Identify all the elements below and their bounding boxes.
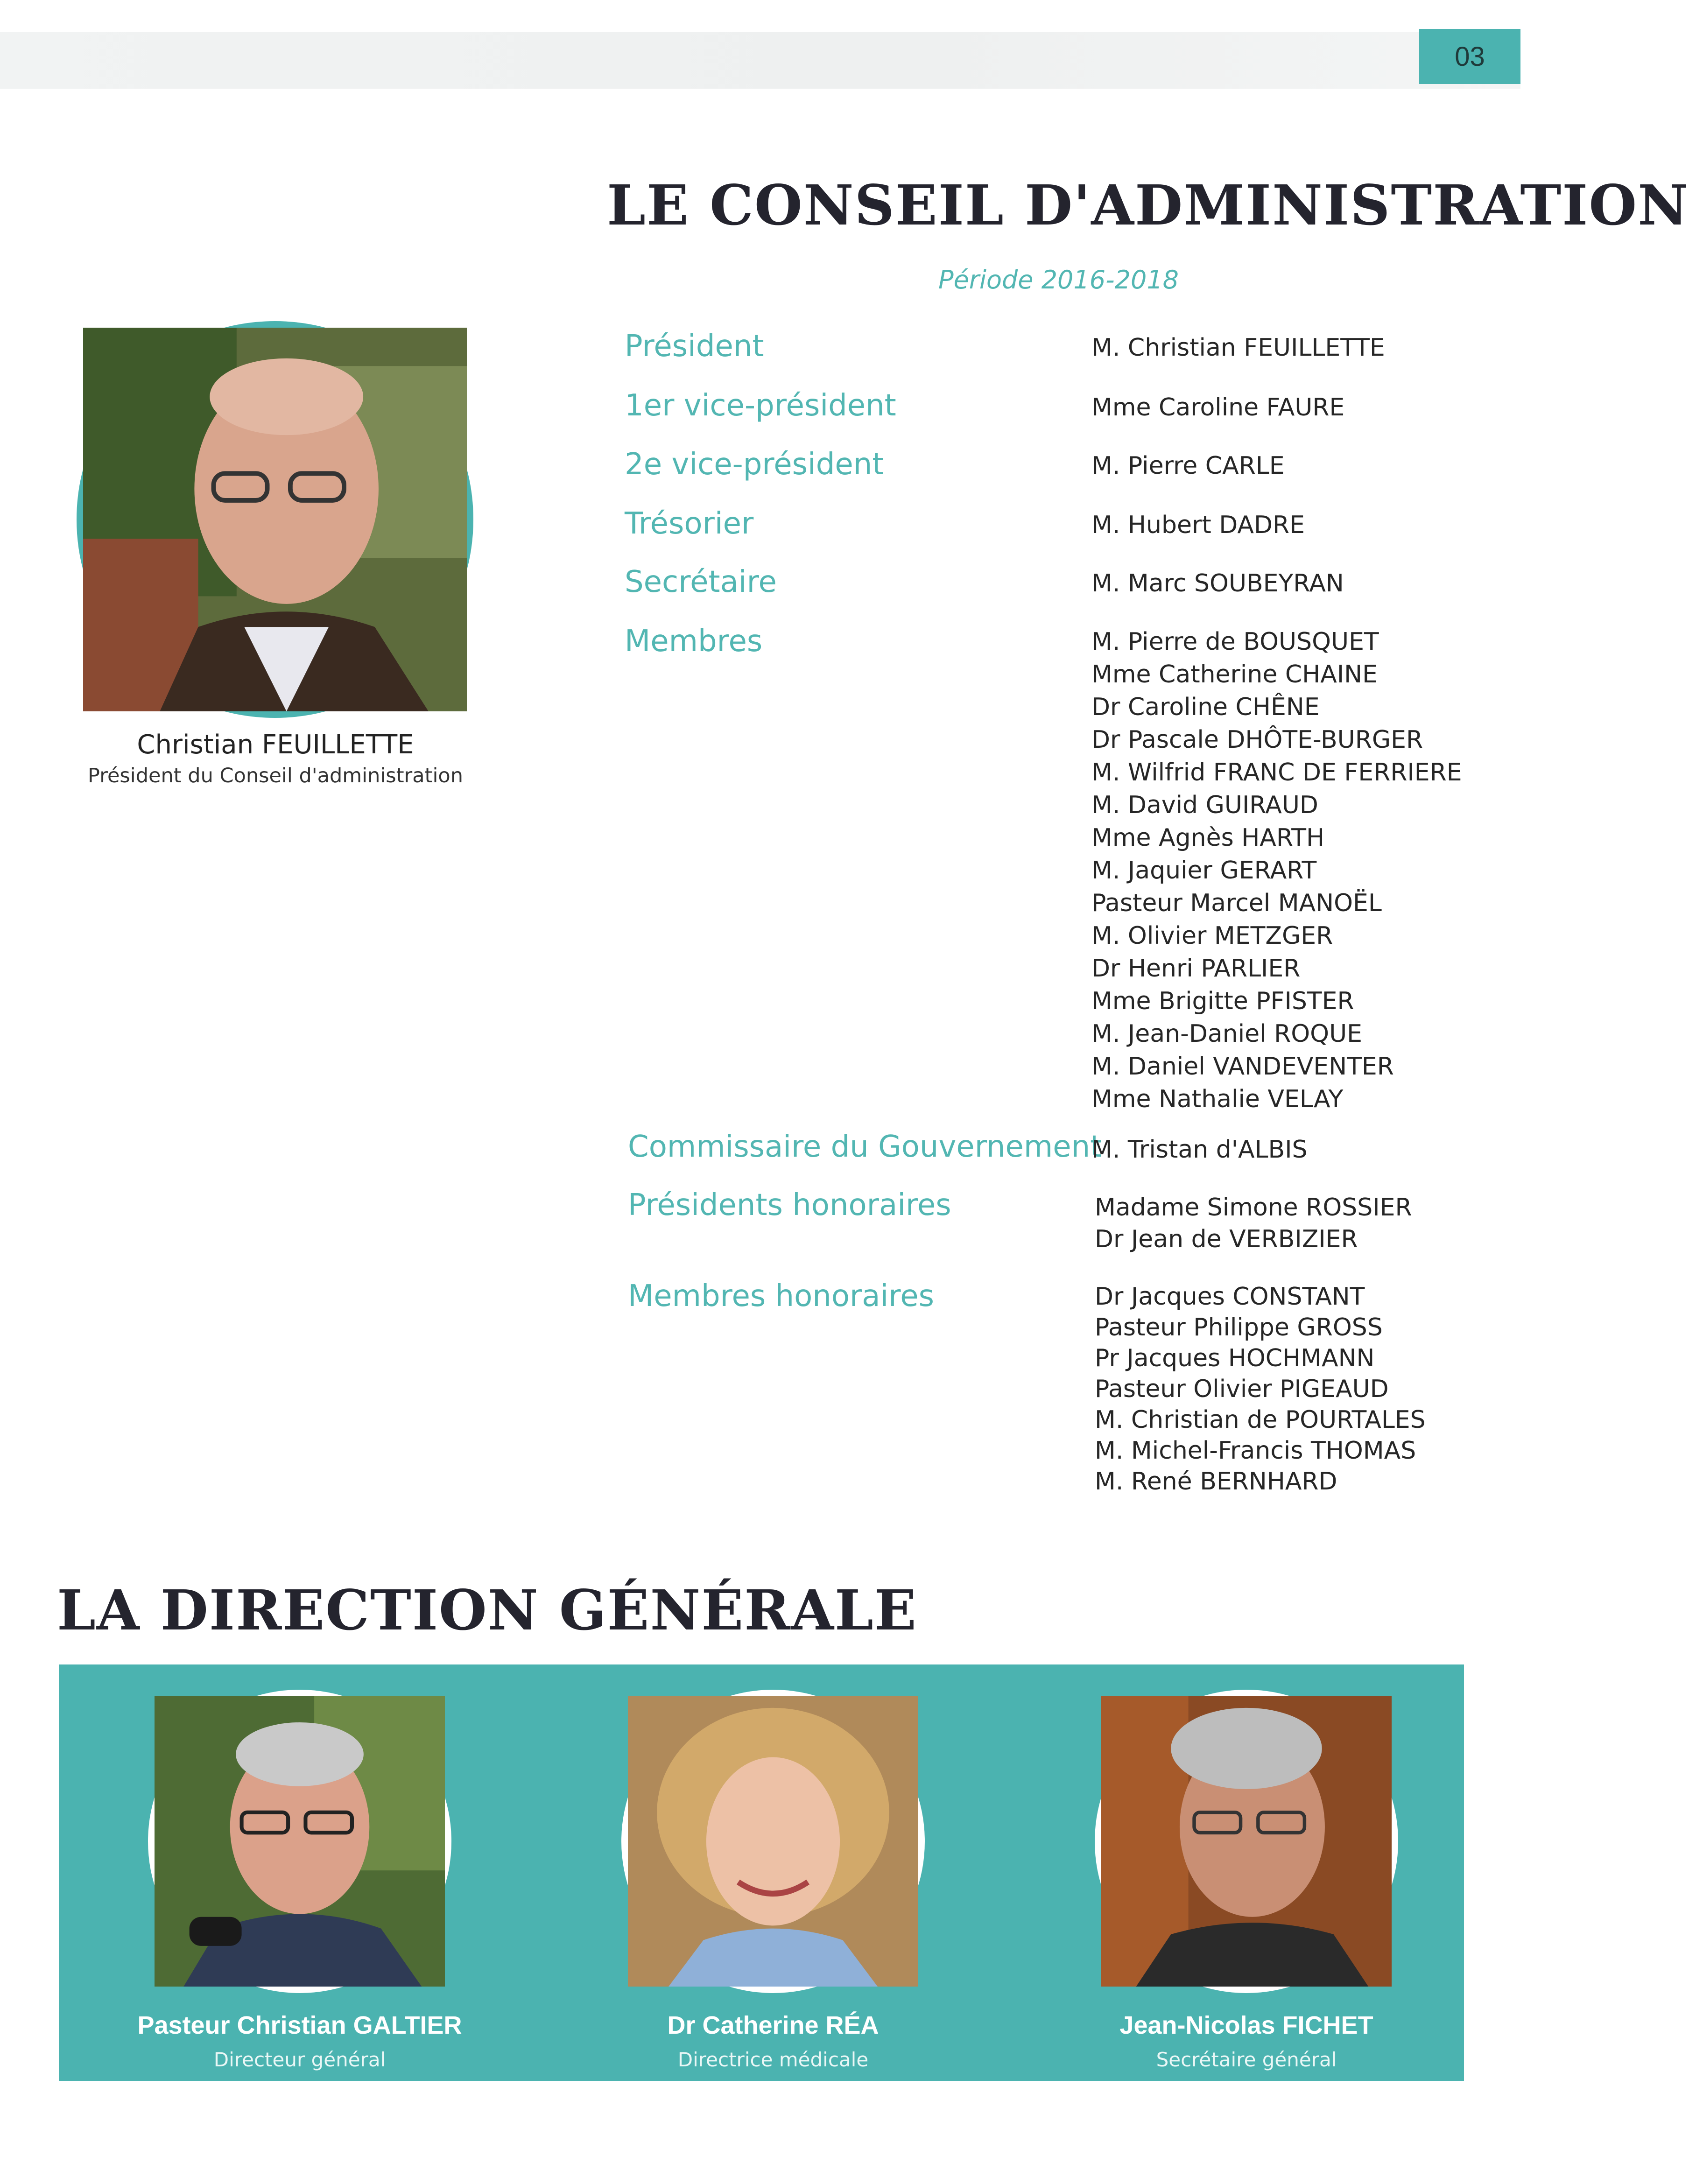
member-name: M. Jaquier GERART — [1091, 857, 1317, 885]
member-name: Dr Jacques CONSTANT — [1095, 1283, 1365, 1311]
conseil-title: LE CONSEIL D'ADMINISTRATION — [607, 173, 1689, 238]
role-names — [1091, 567, 1344, 600]
member-name: Pasteur Olivier PIGEAUD — [1095, 1375, 1389, 1403]
page-number-badge: 03 — [1419, 29, 1520, 84]
president-photo-title: Président du Conseil d'administration — [88, 764, 463, 787]
member-name: Madame Simone ROSSIER — [1095, 1194, 1412, 1222]
member-name: M. Michel-Francis THOMAS — [1095, 1437, 1416, 1465]
president-photo-name: Christian FEUILLETTE — [137, 730, 414, 760]
members-list — [1091, 625, 1462, 1116]
role-names — [1095, 1192, 1412, 1255]
role-label: 1er vice-président — [625, 388, 896, 423]
member-name: M. Christian de POURTALES — [1095, 1406, 1426, 1434]
member-name: Pasteur Marcel MANOËL — [1091, 889, 1382, 917]
director-card — [596, 1690, 950, 2071]
role-label: Secrétaire — [625, 565, 777, 599]
member-name: M. Jean-Daniel ROQUE — [1091, 1020, 1363, 1048]
role-label: Président — [625, 329, 764, 364]
member-name: M. René BERNHARD — [1095, 1468, 1337, 1496]
role-label: 2e vice-président — [625, 447, 884, 482]
member-name: Pr Jacques HOCHMANN — [1095, 1344, 1375, 1372]
period-label: Période 2016-2018 — [938, 265, 1179, 295]
member-name: M. Marc SOUBEYRAN — [1091, 569, 1344, 597]
honorary-members-list — [1095, 1281, 1426, 1497]
director-photo — [148, 1690, 451, 1993]
director-name: Jean-Nicolas FICHET — [1119, 2011, 1373, 2039]
member-name: Dr Henri PARLIER — [1091, 955, 1301, 983]
member-name: Mme Agnès HARTH — [1091, 824, 1325, 852]
member-name: M. Tristan d'ALBIS — [1091, 1136, 1308, 1164]
member-name: M. Hubert DADRE — [1091, 511, 1305, 539]
role-label: Trésorier — [625, 506, 754, 541]
director-photo — [621, 1690, 925, 1993]
member-name: M. Olivier METZGER — [1091, 922, 1333, 950]
role-label: Présidents honoraires — [628, 1188, 951, 1222]
member-name: Dr Jean de VERBIZIER — [1095, 1225, 1358, 1253]
role-names — [1091, 391, 1344, 424]
member-name: M. Christian FEUILLETTE — [1091, 334, 1385, 362]
role-names — [1091, 449, 1285, 482]
header-band — [0, 32, 1520, 89]
member-name: Mme Nathalie VELAY — [1091, 1085, 1344, 1113]
president-photo — [77, 321, 473, 718]
member-name: Dr Pascale DHÔTE-BURGER — [1091, 726, 1423, 754]
role-label: Membres — [625, 624, 763, 659]
role-names — [1091, 509, 1305, 541]
director-name: Dr Catherine RÉA — [667, 2011, 879, 2039]
role-label: Membres honoraires — [628, 1279, 934, 1313]
member-name: M. Pierre de BOUSQUET — [1091, 628, 1379, 656]
direction-title: LA DIRECTION GÉNÉRALE — [57, 1578, 917, 1643]
member-name: Mme Caroline FAURE — [1091, 393, 1345, 421]
director-card — [1069, 1690, 1424, 2071]
director-role: Directeur général — [213, 2048, 386, 2071]
role-names — [1091, 331, 1385, 364]
director-name: Pasteur Christian GALTIER — [137, 2011, 462, 2039]
member-name: Pasteur Philippe GROSS — [1095, 1313, 1383, 1341]
member-name: M. Daniel VANDEVENTER — [1091, 1053, 1394, 1081]
member-name: M. David GUIRAUD — [1091, 791, 1318, 819]
director-role: Directrice médicale — [677, 2048, 869, 2071]
member-name: Mme Brigitte PFISTER — [1091, 987, 1354, 1015]
director-photo — [1095, 1690, 1398, 1993]
member-name: M. Pierre CARLE — [1091, 452, 1285, 480]
role-label: Commissaire du Gouvernement — [628, 1130, 1102, 1164]
role-names — [1091, 1133, 1308, 1166]
member-name: Mme Catherine CHAINE — [1091, 660, 1378, 688]
member-name: Dr Caroline CHÊNE — [1091, 693, 1320, 721]
director-card — [122, 1690, 477, 2071]
member-name: M. Wilfrid FRANC DE FERRIERE — [1091, 758, 1462, 787]
director-role: Secrétaire général — [1156, 2048, 1337, 2071]
